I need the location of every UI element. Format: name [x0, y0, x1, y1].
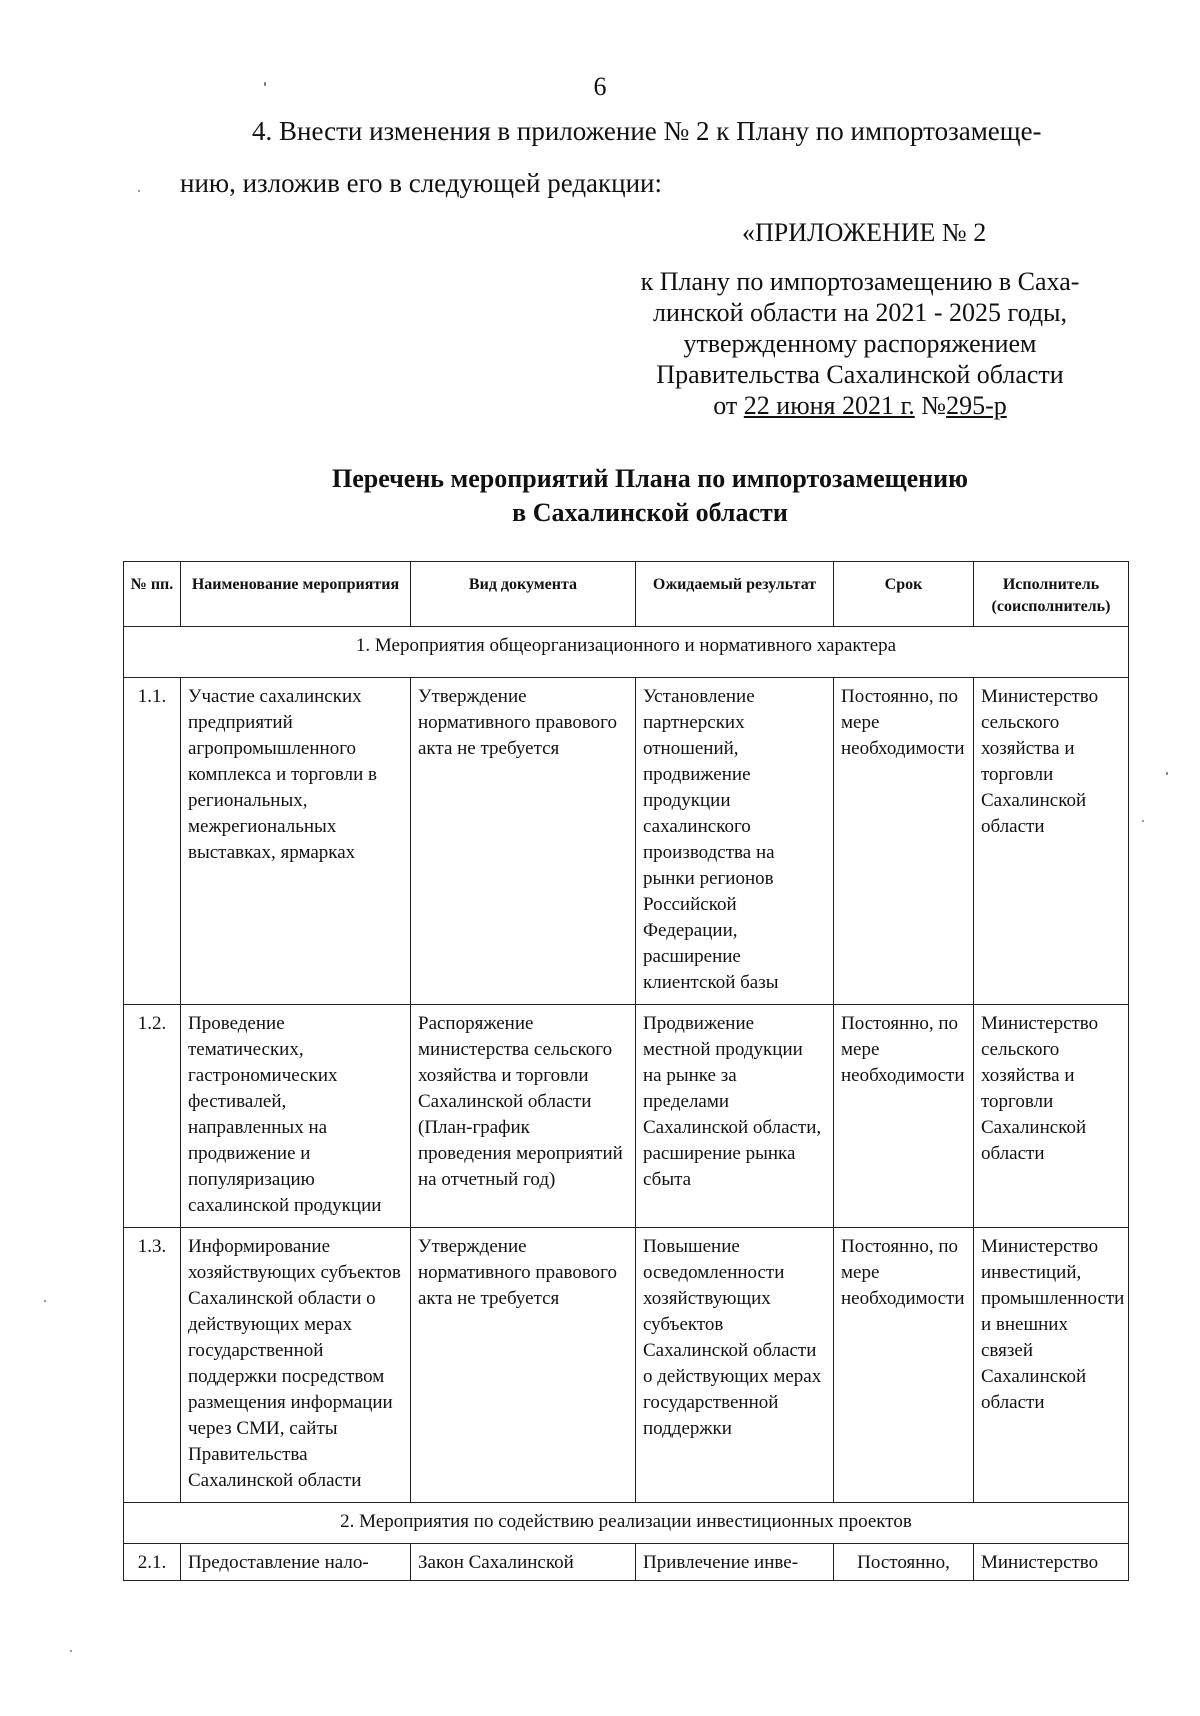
document-title [0, 462, 1200, 530]
measures-table [123, 561, 1129, 1581]
header-executor: Исполнитель (соисполнитель) [974, 562, 1129, 627]
table-row [124, 678, 1129, 1005]
page-number: 6 [593, 72, 607, 101]
header-no: № пп. [124, 562, 181, 627]
section-2-title: 2. Мероприятия по содействию реализации инвестиционных проектов [124, 1503, 1129, 1544]
row-result: Установление партнерских отношений, продвижение продукции сахалинского производства на рынки регионов Российской Федерации, расширение клиентской базы [636, 678, 834, 1005]
row-name: Участие сахалинских предприятий агропромышленного комплекса и торговли в региональных, межрегиональных выставках, ярмарках [181, 678, 411, 1005]
row-doc: Закон Сахалинской [411, 1544, 636, 1581]
row-name: Предоставление нало- [181, 1544, 411, 1581]
document-title-line-1: Перечень мероприятий Плана по импортозамещению [332, 464, 968, 493]
scan-speck [44, 1300, 46, 1302]
section-1-title: 1. Мероприятия общеорганизационного и нормативного характера [124, 627, 1129, 678]
intro-paragraph-line-1: 4. Внести изменения в приложение № 2 к Плану по импортозамеще- [252, 116, 1042, 146]
table-row [124, 1228, 1129, 1503]
table-header-row [124, 562, 1129, 627]
row-executor: Министерство инвестиций, промышленности и внешних связей Сахалинской области [974, 1228, 1129, 1503]
row-term: Постоянно, по мере необходимости [834, 678, 974, 1005]
scan-speck [70, 1650, 72, 1652]
row-doc: Утверждение нормативного правового акта не требуется [411, 1228, 636, 1503]
appendix-title: «ПРИЛОЖЕНИЕ № 2 [742, 218, 987, 247]
row-term: Постоянно, по мере необходимости [834, 1228, 974, 1503]
row-name: Проведение тематических, гастрономических фестивалей, направленных на продвижение и популяризацию сахалинской продукции [181, 1005, 411, 1228]
header-term: Срок [834, 562, 974, 627]
row-no: 1.1. [124, 678, 181, 1005]
date-prefix: от [713, 391, 738, 420]
row-name: Информирование хозяйствующих субъектов Сахалинской области о действующих мерах государственной поддержки посредством размещения информации через СМИ, сайты Правительства Сахалинской области [181, 1228, 411, 1503]
row-doc: Утверждение нормативного правового акта не требуется [411, 678, 636, 1005]
scan-speck [1166, 772, 1168, 775]
row-term: Постоянно, по мере необходимости [834, 1005, 974, 1228]
table-row [124, 1005, 1129, 1228]
scan-speck [264, 82, 266, 86]
row-no: 2.1. [124, 1544, 181, 1581]
number-prefix: № [921, 391, 947, 420]
appendix-number: 295-р [946, 391, 1007, 420]
document-title-line-2: в Сахалинской области [512, 498, 788, 527]
section-row [124, 627, 1129, 678]
intro-paragraph-line-2: нию, изложив его в следующей редакции: [180, 168, 663, 198]
header-result: Ожидаемый результат [636, 562, 834, 627]
row-no: 1.3. [124, 1228, 181, 1503]
appendix-line-2: линской области на 2021 - 2025 годы, [652, 298, 1068, 327]
header-name: Наименование мероприятия [181, 562, 411, 627]
header-doc: Вид документа [411, 562, 636, 627]
row-doc: Распоряжение министерства сельского хозяйства и торговли Сахалинской области (План-график проведения мероприятий на отчетный год) [411, 1005, 636, 1228]
appendix-line-1: к Плану по импортозамещению в Саха- [640, 267, 1080, 296]
table-row [124, 1544, 1129, 1581]
appendix-line-4: Правительства Сахалинской области [656, 360, 1064, 389]
appendix-date-line [620, 390, 1100, 421]
appendix-date: 22 июня 2021 г. [743, 391, 915, 420]
row-no: 1.2. [124, 1005, 181, 1228]
row-executor: Министерство сельского хозяйства и торговли Сахалинской области [974, 678, 1129, 1005]
section-row [124, 1503, 1129, 1544]
row-result: Повышение осведомленности хозяйствующих субъектов Сахалинской области о действующих мерах государственной поддержки [636, 1228, 834, 1503]
appendix-header [620, 266, 1100, 421]
row-result: Привлечение инве- [636, 1544, 834, 1581]
row-term: Постоянно, [834, 1544, 974, 1581]
row-executor: Министерство сельского хозяйства и торговли Сахалинской области [974, 1005, 1129, 1228]
row-result: Продвижение местной продукции на рынке за пределами Сахалинской области, расширение рынка сбыта [636, 1005, 834, 1228]
appendix-line-3: утвержденному распоряжением [683, 329, 1037, 358]
scan-speck [138, 190, 140, 192]
row-executor: Министерство [974, 1544, 1129, 1581]
scan-speck [1142, 820, 1144, 822]
